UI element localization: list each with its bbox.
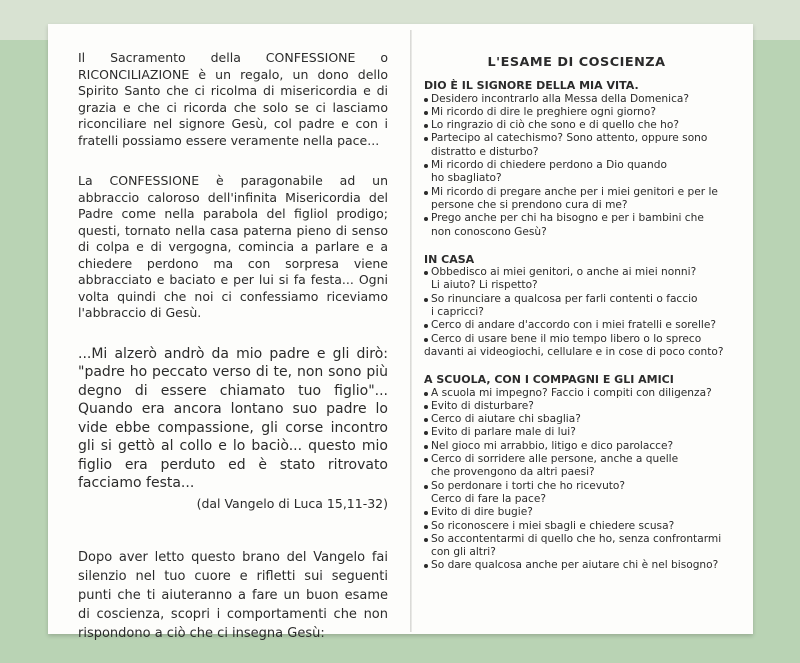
list-item: Nel gioco mi arrabbio, litigo e dico parolacce? [424,440,729,453]
list-item: Cerco di aiutare chi sbaglia? [424,413,729,426]
list-item-continuation: davanti ai videogiochi, cellulare e in cose di poco conto? [424,345,724,358]
list-item: Mi ricordo di chiedere perdono a Dio quando ho sbagliato? [424,159,729,186]
list-item: Lo ringrazio di ciò che sono e di quello che ho? [424,119,729,132]
list-item: So riconoscere i miei sbagli e chiedere scusa? [424,520,729,533]
gospel-quote: ...Mi alzerò andrò da mio padre e gli dirò: "padre ho peccato verso di te, non sono più degno di essere chiamato tuo figlio"... Quando era ancora lontano suo padre lo vide ebbe compassione, gli corse incontro gli si gettò al collo e lo baciò... questo mio figlio era perduto ed è stato ritrovato facciamo festa... [78,345,388,491]
school-checklist [424,387,729,573]
section-heading-god: DIO È IL SIGNORE DELLA MIA VITA. [424,79,639,93]
home-checklist [424,266,729,359]
list-item: Partecipo al catechismo? Sono attento, oppure sono distratto e disturbo? [424,132,729,159]
confession-paragraph: La CONFESSIONE è paragonabile ad un abbraccio caloroso dell'infinita Misericordia del Padre come nella parabola del figliol prodigo; questi, tornato nella casa paterna pieno di senso di colpa e di vergogna, comincia a parlare e a chiedere perdono ma con sorpresa viene abbracciato e baciato e per lui si fa festa... Ogni volta quindi che noi ci confessiamo riceviamo l'abbraccio di Gesù. [78,173,388,320]
list-item: Prego anche per chi ha bisogno e per i bambini che non conoscono Gesù? [424,212,729,239]
page-title: L'ESAME DI COSCIENZA [487,55,666,70]
list-item: A scuola mi impegno? Faccio i compiti con diligenza? [424,387,729,400]
section-heading-school: A SCUOLA, CON I COMPAGNI E GLI AMICI [424,373,674,387]
list-item: Cerco di andare d'accordo con i miei fratelli e sorelle? [424,319,729,332]
list-item: Mi ricordo di dire le preghiere ogni giorno? [424,106,729,119]
left-page [78,50,388,643]
list-item: Desidero incontrarlo alla Messa della Domenica? [424,93,729,106]
list-item: So dare qualcosa anche per aiutare chi è nel bisogno? [424,559,729,572]
god-checklist [424,93,729,239]
reflection-paragraph: Dopo aver letto questo brano del Vangelo fai silenzio nel tuo cuore e rifletti sui seguenti punti che ti aiuteranno a fare un buon esame di coscienza, scopri i comportamenti che non rispondono a ciò che ci insegna Gesù: [78,550,388,641]
section-heading-home: IN CASA [424,252,475,266]
list-item: Mi ricordo di pregare anche per i miei genitori e per le persone che si prendono cura di me? [424,186,729,213]
list-item: Evito di parlare male di lui? [424,426,729,439]
intro-paragraph: Il Sacramento della CONFESSIONE o RICONCILIAZIONE è un regalo, un dono dello Spirito Santo che ci ricolma di misericordia e di grazia e che ci ricorda che solo se ci lasciamo riconciliare nel signore Gesù, col padre e con i fratelli possiamo essere veramente nella pace... [78,50,388,148]
list-item: Obbedisco ai miei genitori, o anche ai miei nonni? Li aiuto? Li rispetto? [424,266,729,293]
list-item: So rinunciare a qualcosa per farli contenti o faccio i capricci? [424,293,729,320]
list-item: Cerco di usare bene il mio tempo libero o lo spreco [424,333,729,346]
list-item: Evito di dire bugie? [424,506,729,519]
list-item: Evito di disturbare? [424,400,729,413]
list-item: So perdonare i torti che ho ricevuto? Cerco di fare la pace? [424,480,729,507]
list-item: Cerco di sorridere alle persone, anche a quelle che provengono da altri paesi? [424,453,729,480]
list-item: So accontentarmi di quello che ho, senza confrontarmi con gli altri? [424,533,729,560]
center-fold [410,30,412,632]
gospel-source: (dal Vangelo di Luca 15,11-32) [196,495,388,511]
right-page [424,56,729,573]
